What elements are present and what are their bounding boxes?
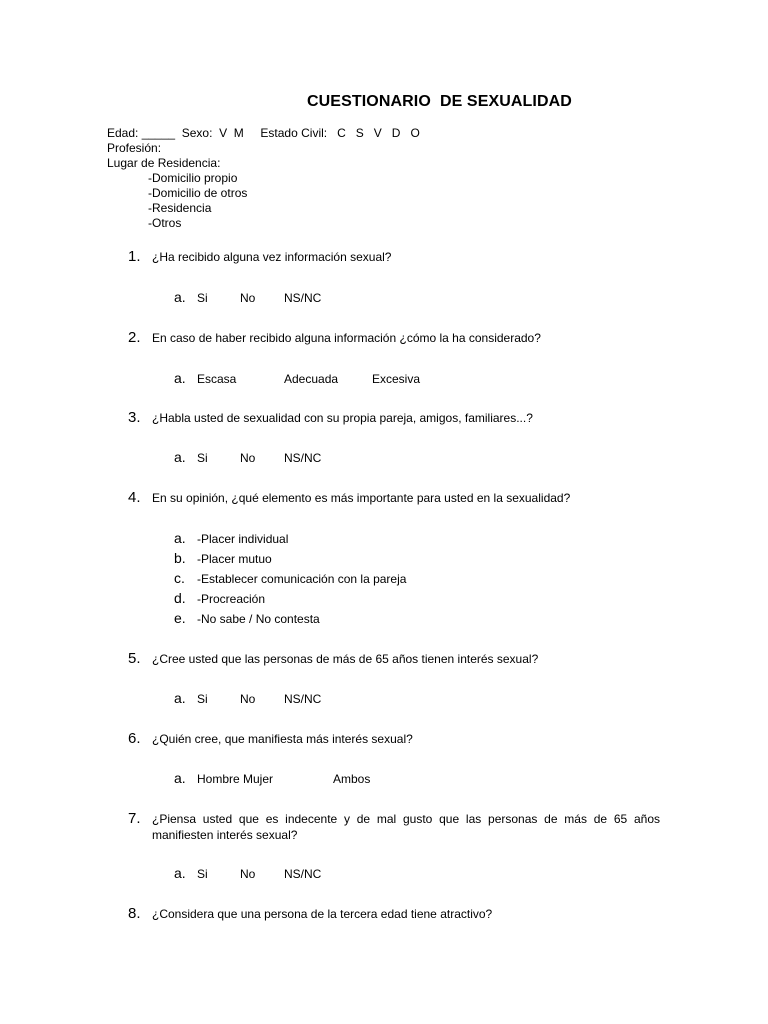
residence-label: Lugar de Residencia: — [107, 156, 221, 170]
option-text: Excesiva — [372, 372, 421, 386]
option-letter: a. — [174, 530, 186, 546]
question-text: ¿Cree usted que las personas de más de 65 años tienen interés sexual? — [152, 652, 539, 666]
option-text: NS/NC — [284, 692, 322, 706]
question-number: 5. — [128, 650, 141, 667]
question-number: 1. — [128, 248, 141, 265]
option-letter: a. — [174, 289, 186, 305]
option-text: Si — [197, 291, 208, 305]
option-letter: a. — [174, 690, 186, 706]
option-text: Adecuada — [284, 372, 339, 386]
option-text: Ambos — [333, 772, 371, 786]
question-number: 3. — [128, 409, 141, 426]
option-letter: e. — [174, 610, 186, 626]
question-text: ¿Quién cree, que manifiesta más interés sexual? — [152, 732, 413, 746]
question-text: ¿Habla usted de sexualidad con su propia pareja, amigos, familiares...? — [152, 411, 533, 425]
option-letter: d. — [174, 590, 186, 606]
option-letter: b. — [174, 550, 186, 566]
option-text: Si — [197, 451, 208, 465]
option-text: No — [240, 692, 256, 706]
option-text: -Establecer comunicación con la pareja — [197, 572, 407, 586]
option-text: NS/NC — [284, 867, 322, 881]
option-text: No — [240, 867, 256, 881]
question-number: 2. — [128, 329, 141, 346]
question-text: En su opinión, ¿qué elemento es más importante para usted en la sexualidad? — [152, 491, 571, 505]
residence-option: -Otros — [148, 216, 182, 230]
option-letter: a. — [174, 370, 186, 386]
question-text: ¿Ha recibido alguna vez información sexual? — [152, 250, 392, 264]
question-text: En caso de haber recibido alguna información ¿cómo la ha considerado? — [152, 331, 541, 345]
option-text: No — [240, 451, 256, 465]
option-letter: a. — [174, 449, 186, 465]
residence-option: -Domicilio propio — [148, 171, 238, 185]
option-letter: a. — [174, 770, 186, 786]
document-title: CUESTIONARIO DE SEXUALIDAD — [307, 93, 572, 110]
question-text: ¿Piensa usted que es indecente y de mal gusto que las personas de más de 65 años manifiesten interés sexual? — [152, 812, 660, 842]
option-text: Si — [197, 692, 208, 706]
question-number: 8. — [128, 905, 141, 922]
option-text: -Procreación — [197, 592, 266, 606]
residence-option: -Domicilio de otros — [148, 186, 248, 200]
profession-label: Profesión: — [107, 141, 162, 155]
option-text: -No sabe / No contesta — [197, 612, 320, 626]
option-text: No — [240, 291, 256, 305]
question-number: 7. — [128, 810, 141, 827]
question-number: 6. — [128, 730, 141, 747]
option-letter: c. — [174, 570, 185, 586]
option-text: NS/NC — [284, 451, 322, 465]
option-text: Escasa — [197, 372, 237, 386]
option-text: NS/NC — [284, 291, 322, 305]
option-text: Si — [197, 867, 208, 881]
residence-option: -Residencia — [148, 201, 212, 215]
option-letter: a. — [174, 865, 186, 881]
question-text: ¿Considera que una persona de la tercera edad tiene atractivo? — [152, 907, 493, 921]
option-text: -Placer mutuo — [197, 552, 272, 566]
demographics-line: Edad: _____ Sexo: V M Estado Civil: C S V D O — [107, 126, 420, 140]
option-text: Hombre Mujer — [197, 772, 274, 786]
option-text: -Placer individual — [197, 532, 289, 546]
question-number: 4. — [128, 489, 141, 506]
